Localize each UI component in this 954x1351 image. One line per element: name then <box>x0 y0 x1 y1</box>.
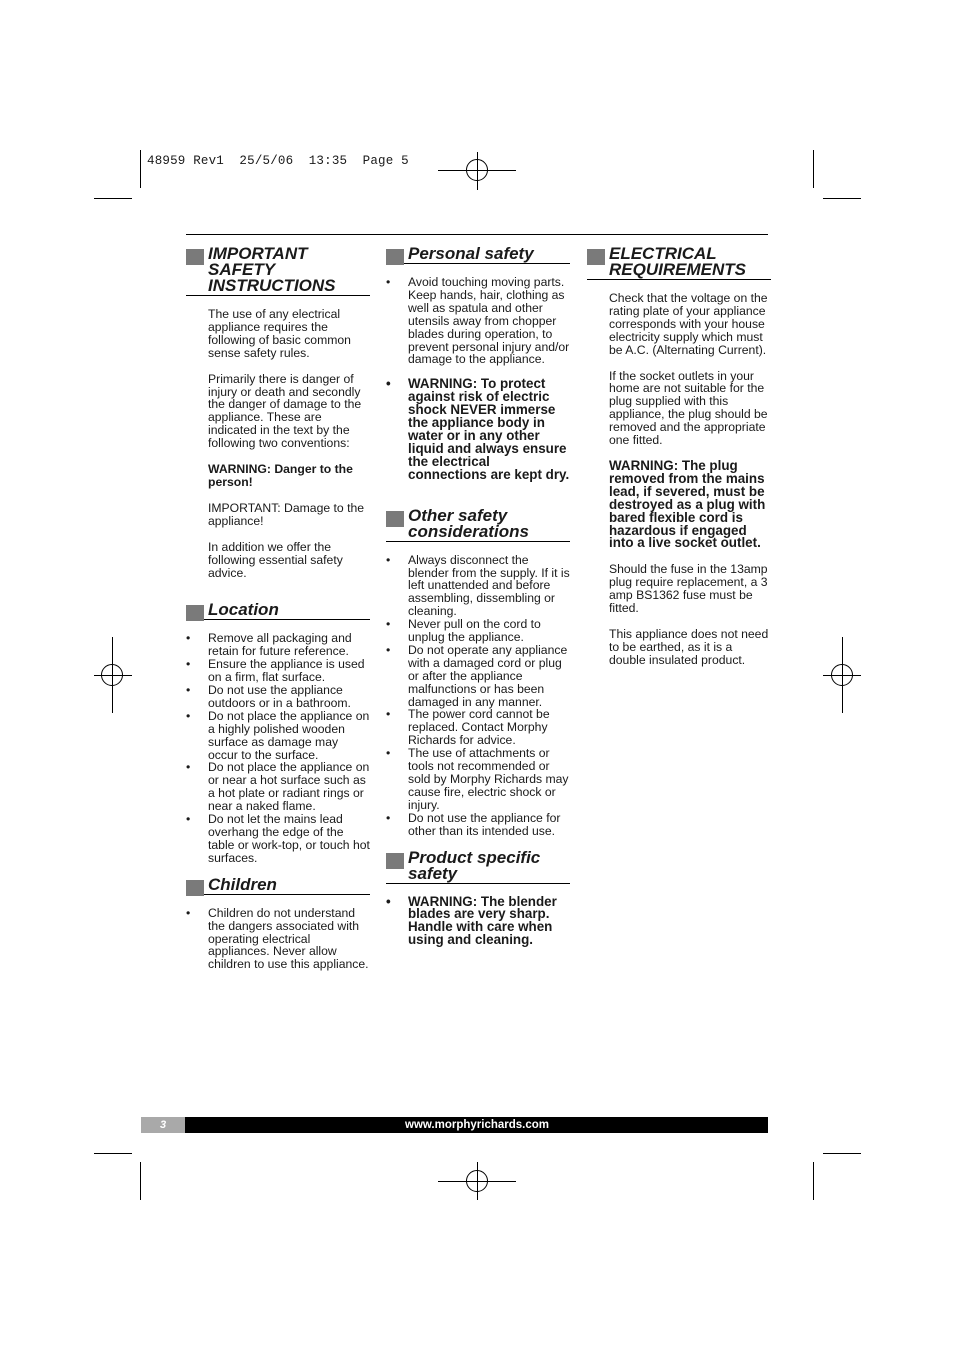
registration-circle <box>831 664 853 686</box>
website-url: www.morphyrichards.com <box>405 1119 549 1131</box>
section-heading: ELECTRICAL REQUIREMENTS <box>609 244 746 279</box>
section-marker <box>386 853 404 869</box>
page-number: 3 <box>141 1117 185 1133</box>
personal-safety-warning <box>386 378 570 481</box>
important-note: IMPORTANT: Damage to the appliance! <box>208 500 365 528</box>
crop-mark <box>823 1153 861 1154</box>
paragraph: This appliance does not need to be earthed, as it is a double insulated product. <box>609 626 769 667</box>
section-title-children <box>186 874 370 895</box>
list-item: • Remove all packaging and retain for future reference. <box>186 632 370 658</box>
list-item: • Do not let the mains lead overhang the edge of the table or work-top, or touch hot surfaces. <box>186 813 370 865</box>
section-marker <box>386 249 404 265</box>
crop-mark <box>94 1153 132 1154</box>
registration-circle <box>466 1170 488 1192</box>
crop-mark <box>140 150 141 188</box>
section-marker <box>186 249 204 265</box>
section-heading: Children <box>208 874 277 894</box>
column-1 <box>186 246 370 983</box>
other-safety-list <box>386 554 570 838</box>
warning-item: • WARNING: To protect against risk of electric shock NEVER immerse the appliance body in water or in any other liquid and always ensure the electrical connections are kept dry. <box>386 378 570 481</box>
list-item: • The use of attachments or tools not recommended or sold by Morphy Richards may cause fire, electric shock or injury. <box>386 747 570 812</box>
crop-mark <box>823 198 861 199</box>
section-heading: Other safety considerations <box>408 505 529 541</box>
section-title-personal-safety <box>386 246 570 264</box>
section-marker <box>186 605 204 621</box>
crop-mark <box>140 1162 141 1200</box>
section-title-important <box>186 246 370 296</box>
paragraph: If the socket outlets in your home are not suitable for the plug supplied with this appliance, the plug should be removed and the appropriate one fitted. <box>609 368 768 448</box>
list-item: • Always disconnect the blender from the supply. If it is left unattended and before assembling, dissembling or cleaning. <box>386 554 570 619</box>
list-item: • The power cord cannot be replaced. Contact Morphy Richards for advice. <box>386 708 570 747</box>
paragraph: Primarily there is danger of injury or death and secondly the danger of damage to the appliance. These are indicated in the text by the following two conventions: <box>208 371 362 451</box>
list-item: • Do not operate any appliance with a damaged cord or plug or after the appliance malfunctions or has been damaged in any manner. <box>386 644 570 709</box>
paragraph: In addition we offer the following essential safety advice. <box>208 539 343 580</box>
section-title-location <box>186 602 370 620</box>
children-list <box>186 907 370 972</box>
top-rule <box>186 234 768 235</box>
registration-circle <box>101 664 123 686</box>
list-item: • Children do not understand the dangers associated with operating electrical appliances. Never allow children to use this appliance. <box>186 907 370 972</box>
product-safety-list <box>386 893 570 948</box>
section-title-electrical <box>587 246 771 280</box>
section-heading: Location <box>208 600 279 620</box>
print-slug: 48959 Rev1 25/5/06 13:35 Page 5 <box>147 154 409 168</box>
section-title-other-safety <box>386 505 570 542</box>
paragraph: Check that the voltage on the rating plate of your appliance corresponds with your house electricity supply which must be A.C. (Alternating Current). <box>609 291 768 357</box>
warning-item: • WARNING: The blender blades are very sharp. Handle with care when using and cleaning. <box>386 896 570 948</box>
section-heading: Product specific safety <box>408 847 541 883</box>
list-item: • Ensure the appliance is used on a firm, flat surface. <box>186 658 370 684</box>
column-2 <box>386 246 570 959</box>
warning-note: WARNING: The plug removed from the mains lead, if severed, must be destroyed as a plug with bared flexible cord is hazardous if engaged into a live socket outlet. <box>609 457 766 551</box>
list-item: • Do not use the appliance for other than its intended use. <box>386 812 570 838</box>
list-item: • Avoid touching moving parts. Keep hands, hair, clothing as well as spatula and other utensils away from chopper blades during operation, to prevent personal injury and/or damage to the appliance. <box>386 276 570 366</box>
list-item: • Do not use the appliance outdoors or in a bathroom. <box>186 684 370 710</box>
list-item: • Never pull on the cord to unplug the appliance. <box>386 618 570 644</box>
section-heading: Personal safety <box>408 244 534 263</box>
paragraph: The use of any electrical appliance requires the following of basic common sense safety rules. <box>208 307 351 360</box>
paragraph: Should the fuse in the 13amp plug require replacement, a 3 amp BS1362 fuse must be fitted. <box>609 562 768 616</box>
section-title-product-safety <box>386 847 570 884</box>
crop-mark <box>94 198 132 199</box>
section-marker <box>587 249 605 265</box>
list-item: • Do not place the appliance on a highly polished wooden surface as damage may occur to the surface. <box>186 710 370 762</box>
column-3 <box>587 246 771 680</box>
crop-mark <box>813 150 814 188</box>
section-marker <box>186 880 204 896</box>
section-heading: IMPORTANT SAFETY INSTRUCTIONS <box>208 244 336 295</box>
section-marker <box>386 511 404 527</box>
list-item: • Do not place the appliance on or near a hot surface such as a hot plate or radiant rings or near a naked flame. <box>186 761 370 813</box>
personal-safety-list <box>386 276 570 366</box>
crop-mark <box>813 1162 814 1200</box>
location-list <box>186 632 370 864</box>
registration-circle <box>466 159 488 181</box>
warning-note: WARNING: Danger to the person! <box>208 462 353 489</box>
